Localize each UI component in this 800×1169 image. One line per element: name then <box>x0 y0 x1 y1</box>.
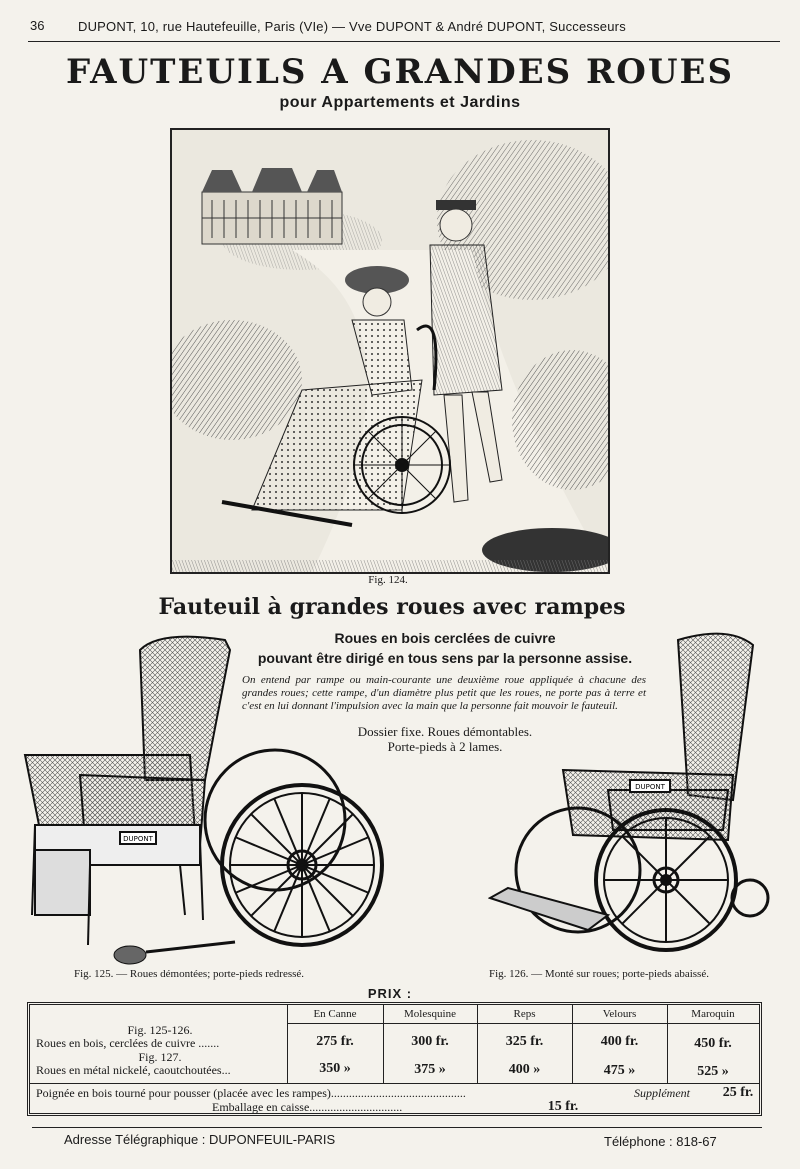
chair-plate-label-125: DUPONT <box>123 835 153 843</box>
footer-telegraph: Adresse Télégraphique : DUPONFEUIL-PARIS <box>64 1132 336 1147</box>
col-head-reps: Reps <box>513 1008 536 1020</box>
handle-price: 25 fr. <box>722 1085 754 1100</box>
col-head-molesquine: Molesquine <box>404 1008 456 1020</box>
armchair-drawing <box>25 637 230 945</box>
fig-126-caption: Fig. 126. — Monté sur roues; porte-pieds abaissé. <box>489 968 709 980</box>
row2-price-velours: 475 » <box>603 1063 636 1078</box>
row1-fig-label: Fig. 125-126. <box>127 1023 193 1037</box>
section-title: Fauteuil à grandes roues avec rampes <box>158 594 626 620</box>
park-scene-illustration <box>172 130 608 572</box>
running-head: DUPONT, 10, rue Hautefeuille, Paris (VIe) — Vve DUPONT & André DUPONT, Successeurs <box>78 19 626 34</box>
row1-price-maroquin: 450 fr. <box>694 1036 732 1051</box>
wheel-drawing <box>205 750 382 945</box>
handle-drawing <box>114 942 235 964</box>
row1-price-reps: 325 fr. <box>505 1034 544 1049</box>
footer-phone: Téléphone : 818-67 <box>604 1134 717 1149</box>
price-heading: PRIX : <box>367 986 413 1001</box>
chateau-drawing <box>202 168 342 244</box>
packing-line: Emballage en caisse............................... <box>212 1100 403 1114</box>
spec-line-2: Porte-pieds à 2 lames. <box>387 739 503 754</box>
row2-fig-label: Fig. 127. <box>138 1050 182 1064</box>
handle-supplement-label: Supplément <box>634 1086 690 1100</box>
engraving-chair-mounted <box>488 630 778 960</box>
row1-price-velours: 400 fr. <box>600 1034 639 1049</box>
section-description: On entend par rampe ou main-courante une deuxième roue appliquée à chacune des grandes roues; cette rampe, d'un diamètre plus petit que les roues, ne porte pas à terre et c'est en lui donnant l'impulsion avec la main que la personne fait mouvoir le fauteuil. <box>242 674 646 712</box>
section-subtitle-2: pouvant être dirigé en tous sens par la personne assise. <box>257 650 633 666</box>
col-head-canne: En Canne <box>313 1008 357 1020</box>
handle-line: Poignée en bois tourné pour pousser (placée avec les rampes)............................................. <box>36 1086 466 1100</box>
header-rule <box>28 41 780 42</box>
row2-price-canne: 350 » <box>319 1061 351 1076</box>
footer-rule <box>32 1127 762 1128</box>
fig-125-caption: Fig. 125. — Roues démontées; porte-pieds redressé. <box>74 968 305 980</box>
fig-124-caption: Fig. 124. <box>368 574 408 586</box>
page-title: FAUTEUILS A GRANDES ROUES <box>66 52 734 92</box>
price-table <box>27 1002 762 1116</box>
row2-price-maroquin: 525 » <box>697 1064 729 1079</box>
row1-label: Roues en bois, cerclées de cuivre ....... <box>36 1036 220 1050</box>
chair-plate-label-126: DUPONT <box>635 783 665 791</box>
col-head-velours: Velours <box>602 1008 637 1020</box>
page-subtitle: pour Appartements et Jardins <box>279 94 521 111</box>
row2-price-molesquine: 375 » <box>414 1062 446 1077</box>
row2-price-reps: 400 » <box>508 1062 541 1077</box>
engraving-chair-dismounted <box>20 630 390 970</box>
packing-price: 15 fr. <box>547 1099 579 1114</box>
row1-price-molesquine: 300 fr. <box>411 1034 449 1049</box>
row1-price-canne: 275 fr. <box>316 1034 354 1049</box>
col-head-maroquin: Maroquin <box>691 1008 735 1020</box>
row2-label: Roues en métal nickelé, caoutchoutées... <box>36 1063 231 1077</box>
section-subtitle: Roues en bois cerclées de cuivre <box>334 630 556 646</box>
spec-line-1: Dossier fixe. Roues démontables. <box>357 724 533 739</box>
engraving-park-scene <box>170 128 610 574</box>
armchair-wheels-drawing <box>490 634 768 950</box>
page-number: 36 <box>30 18 45 33</box>
